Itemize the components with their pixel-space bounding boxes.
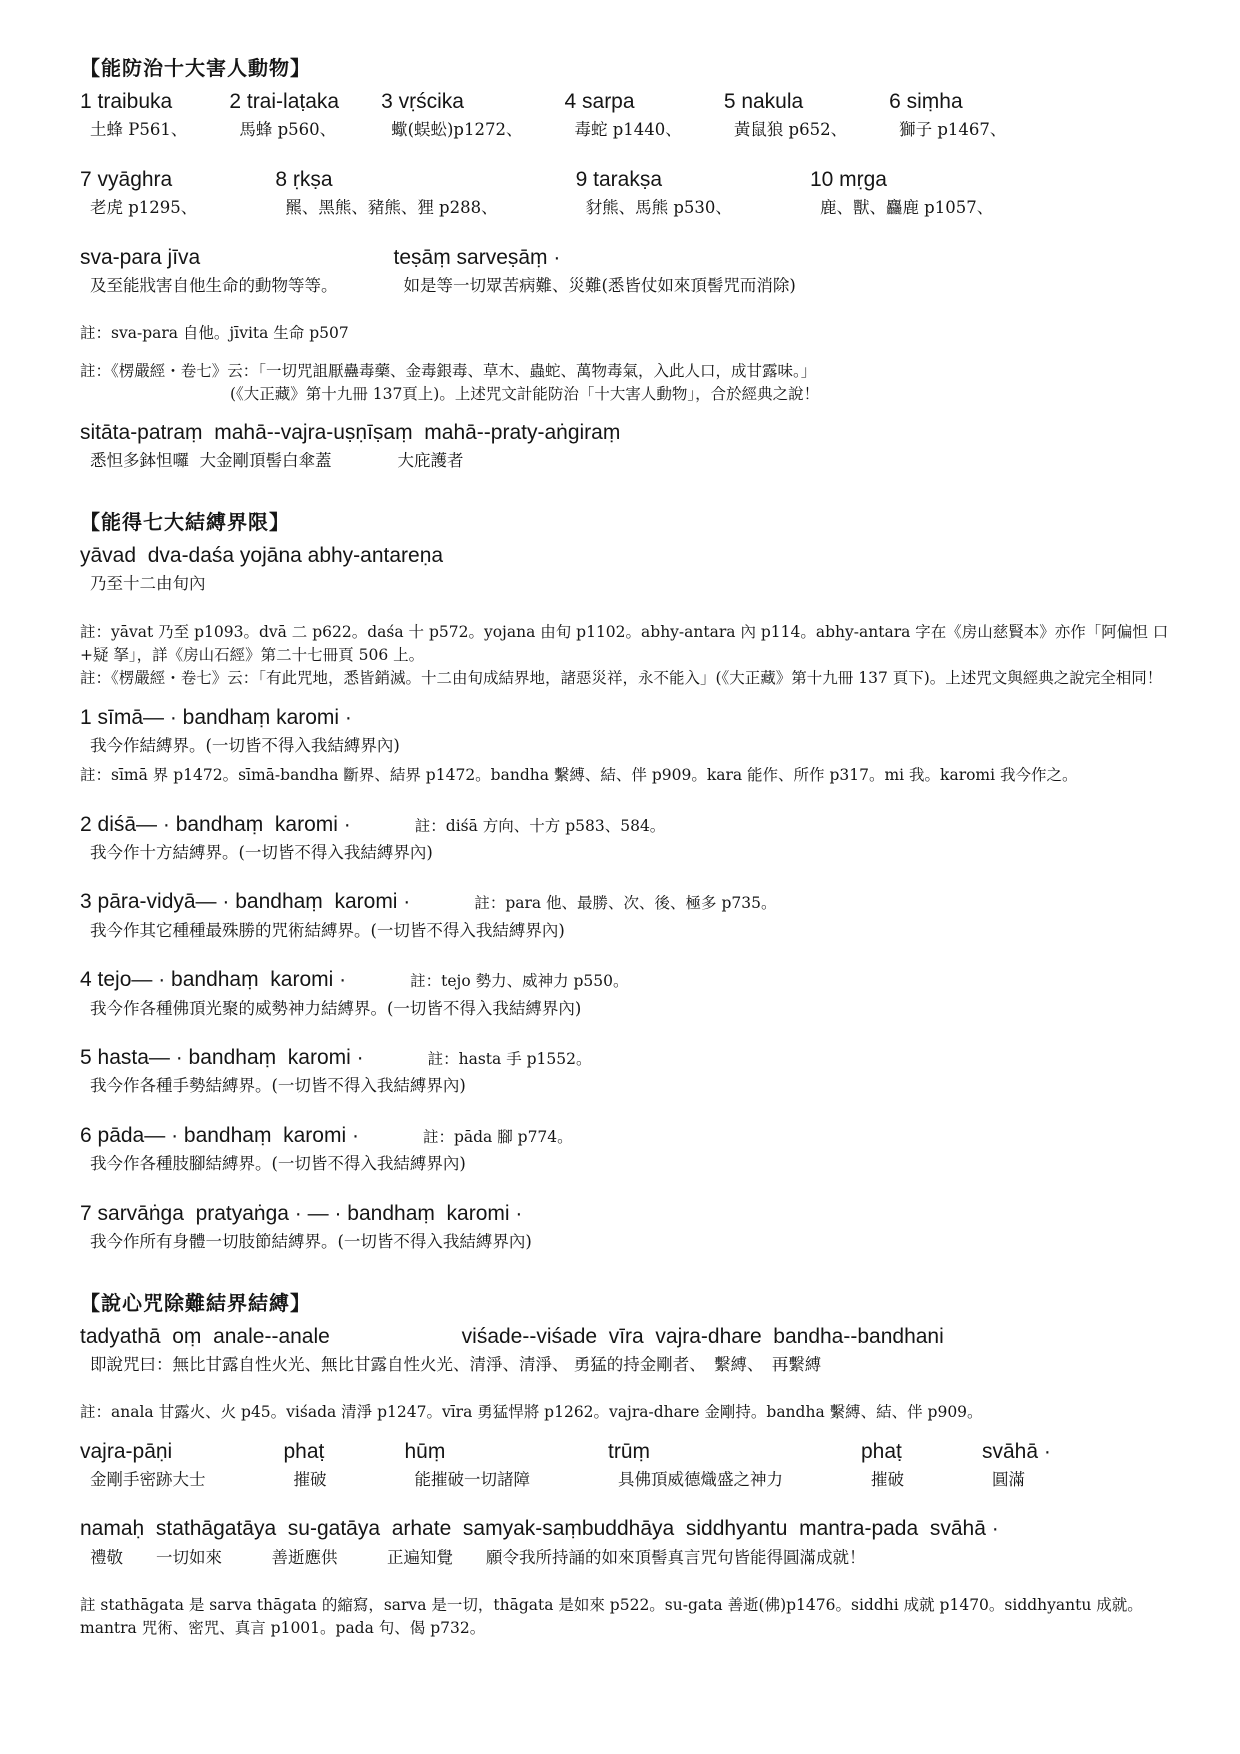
mantra-line: 7 sarvāṅga pratyaṅga · — · bandhaṃ karomi · — [80, 1201, 523, 1225]
block-note — [80, 1594, 1182, 1641]
mantra-word: hūṃ — [404, 1439, 446, 1463]
chinese-gloss: 豺熊、馬熊 p530、 — [585, 198, 732, 218]
block-note — [80, 322, 1182, 345]
mantra-line: 1 sīmā— · bandhaṃ karomi · — [80, 705, 352, 729]
section-heading: 【說心咒除難結界結縛】 — [80, 1290, 311, 1315]
block-columns — [80, 167, 1182, 221]
term-column — [284, 1439, 327, 1493]
term-column — [80, 245, 338, 299]
chinese-gloss: 金剛手密跡大士 — [90, 1469, 206, 1489]
term-column — [982, 1439, 1051, 1493]
note-text: 註：yāvat 乃至 p1093。dvā 二 p622。daśa 十 p572。yojana 由旬 p1102。abhy-antara 內 p114。abhy-antara 字在《房山慈賢本》亦作「阿偏怛 口+疑 拏」，詳《房山石經》第二十七冊頁 506 上。 — [80, 622, 1169, 665]
chinese-gloss: 如是等一切眾苦病難、災難(悉皆仗如來頂髻咒而消除) — [403, 275, 796, 295]
chinese-gloss: 老虎 p1295、 — [90, 198, 198, 218]
block-latin-gloss — [80, 1516, 1182, 1570]
mantra-word: teṣāṃ sarveṣāṃ · — [393, 245, 561, 269]
chinese-gloss: 圓滿 — [992, 1469, 1025, 1489]
chinese-gloss: 我今作各種肢腳結縛界。(一切皆不得入我結縛界內) — [90, 1154, 466, 1174]
mantra-line: 5 hasta— · bandhaṃ karomi · — [80, 1046, 364, 1070]
mantra-word: svāhā · — [982, 1439, 1051, 1463]
mantra-word: 7 vyāghra — [80, 167, 173, 191]
chinese-gloss: 悉怛多鉢怛囉 大金剛頂髻白傘蓋 大庇護者 — [90, 451, 464, 471]
term-column — [80, 89, 187, 143]
mantra-word: 3 vṛścika — [381, 90, 464, 113]
block-columns — [80, 1439, 1182, 1493]
term-column — [275, 167, 497, 221]
mantra-word: 2 trai-laṭaka — [229, 90, 340, 113]
block-note — [80, 621, 1182, 691]
chinese-gloss: 我今作結縛界。(一切皆不得入我結縛界內) — [90, 735, 400, 755]
term-column — [405, 1439, 531, 1493]
section-heading: 【能防治十大害人動物】 — [80, 56, 311, 80]
note-text: 註：《楞嚴經・卷七》云：「一切咒詛厭蠱毒藥、金毒銀毒、草木、蟲蛇、萬物毒氣，入此人口，成甘露味。」 — [80, 361, 817, 380]
block-heading — [80, 506, 1182, 535]
chinese-gloss: 鹿、獸、麤鹿 p1057、 — [819, 198, 994, 218]
block-item — [80, 705, 1182, 788]
note-text: 註 stathāgata 是 sarva thāgata 的縮寫，sarva 是一切，thāgata 是如來 p522。su-gata 善逝(佛)p1476。siddhi 成就 p1470。siddhyantu 成就。mantra 咒術、密咒、真言 p1001。pada 句、偈 p732。 — [80, 1596, 1143, 1638]
item-heading-line — [80, 1201, 1182, 1227]
mantra-word: vajra-pāṇi — [80, 1439, 173, 1463]
note-text: 註：anala 甘露火、火 p45。viśada 清淨 p1247。vīra 勇猛悍將 p1262。vajra-dhare 金剛持。bandha 繫縛、結、伴 p909。 — [80, 1403, 983, 1422]
block-columns — [80, 89, 1182, 143]
chinese-gloss: 能摧破一切諸障 — [414, 1469, 530, 1489]
block-columns — [80, 245, 1182, 299]
chinese-gloss: 我今作十方結縛界。(一切皆不得入我結縛界內) — [90, 842, 433, 862]
chinese-gloss: 及至能戕害自他生命的動物等等。 — [90, 275, 338, 295]
note-text: 註：sva-para 自他。jīvita 生命 p507 — [80, 324, 349, 343]
mantra-word: trūṃ — [608, 1439, 650, 1463]
chinese-gloss: 土蜂 P561、 — [90, 120, 188, 140]
note-text: 註：hasta 手 p1552。 — [427, 1050, 592, 1069]
block-latin-gloss — [80, 420, 1182, 474]
block-item — [80, 889, 1182, 943]
chinese-gloss: 蠍(蜈蚣)p1272、 — [391, 120, 523, 140]
item-heading-line — [80, 889, 1182, 915]
mantra-word: sva-para jīva — [80, 245, 201, 269]
item-heading-line — [80, 1045, 1182, 1071]
item-heading-line — [80, 1123, 1182, 1149]
note-text: 註：《楞嚴經・卷七》云：「有此咒地，悉皆銷滅。十二由旬成結界地，諸惡災祥，永不能入」(《大正藏》第十九冊 137 頁下)。上述咒文與經典之說完全相同！ — [80, 669, 1163, 688]
note-text: 註：pāda 腳 p774。 — [422, 1127, 573, 1146]
chinese-gloss: 我今作其它種種最殊勝的咒術結縛界。(一切皆不得入我結縛界內) — [90, 920, 565, 940]
chinese-gloss: 我今作各種佛頂光聚的威勢神力結縛界。(一切皆不得入我結縛界內) — [90, 998, 582, 1018]
block-item — [80, 1123, 1182, 1177]
block-note — [80, 360, 1182, 407]
note-text: 註：tejo 勢力、威神力 p550。 — [410, 972, 629, 991]
chinese-gloss: 我今作各種手勢結縛界。(一切皆不得入我結縛界內) — [90, 1076, 466, 1096]
chinese-gloss: 馬蜂 p560、 — [239, 120, 337, 140]
item-heading-line — [80, 705, 1182, 731]
block-latin-gloss — [80, 1324, 1182, 1378]
block-note — [80, 1401, 1182, 1424]
block-item — [80, 812, 1182, 866]
mantra-line: 6 pāda— · bandhaṃ karomi · — [80, 1123, 359, 1147]
chinese-gloss: 乃至十二由旬內 — [90, 574, 206, 594]
note-text: (《大正藏》第十九冊 137頁上)。上述咒文計能防治「十大害人動物」，合於經典之說！ — [230, 384, 820, 403]
term-column — [608, 1439, 783, 1493]
term-column — [810, 167, 993, 221]
mantra-word: 5 nakula — [723, 90, 804, 113]
chinese-gloss: 羆、黑熊、豬熊、狸 p288、 — [285, 198, 498, 218]
block-latin-gloss — [80, 543, 1182, 597]
mantra-line: 2 diśā— · bandhaṃ karomi · — [80, 812, 351, 836]
term-column — [229, 89, 339, 143]
term-column — [576, 167, 732, 221]
mantra-word: 6 siṃha — [889, 90, 963, 113]
mantra-word: 1 traibuka — [80, 90, 173, 113]
block-item — [80, 1045, 1182, 1099]
chinese-gloss: 即說咒曰：無比甘露自性火光、無比甘露自性火光、清淨、清淨、 勇猛的持金剛者、 繫縛、 再繫縛 — [90, 1354, 822, 1374]
term-column — [889, 89, 1006, 143]
chinese-gloss: 摧破 — [293, 1469, 327, 1489]
term-column — [724, 89, 847, 143]
mantra-line: 3 pāra-vidyā— · bandhaṃ karomi · — [80, 890, 411, 914]
chinese-gloss: 黃鼠狼 p652、 — [733, 120, 848, 140]
term-column — [381, 89, 522, 143]
note-text: 註：sīmā 界 p1472。sīmā-bandha 斷界、結界 p1472。bandha 繫縛、結、伴 p909。kara 能作、所作 p317。mi 我。karomi 我今作之。 — [80, 766, 1078, 785]
mantra-line: 4 tejo— · bandhaṃ karomi · — [80, 968, 347, 992]
mantra-word: 4 sarpa — [564, 90, 635, 113]
term-column — [80, 167, 197, 221]
note-text: 註：diśā 方向、十方 p583、584。 — [414, 816, 666, 835]
mantra-word: phaṭ — [283, 1439, 325, 1463]
note-text: 註：para 他、最勝、次、後、極多 p735。 — [474, 894, 777, 913]
block-heading — [80, 1287, 1182, 1316]
block-item — [80, 967, 1182, 1021]
term-column — [565, 89, 682, 143]
chinese-gloss: 獅子 p1467、 — [899, 120, 1007, 140]
section-heading: 【能得七大結縛界限】 — [80, 510, 290, 534]
mantra-line: namaḥ stathāgatāya su-gatāya arhate samyak-saṃbuddhāya siddhyantu mantra-pada svāhā · — [80, 1517, 999, 1541]
term-column — [394, 245, 796, 299]
mantra-line: sitāta-patraṃ mahā--vajra-uṣṇīṣaṃ mahā--praty-aṅgiraṃ — [80, 421, 621, 445]
term-column — [80, 1439, 206, 1493]
mantra-line: tadyathā oṃ anale--anale viśade--viśade vīra vajra-dhare bandha--bandhani — [80, 1324, 944, 1348]
mantra-word: 10 mṛga — [809, 167, 887, 191]
mantra-word: 8 ṛkṣa — [275, 167, 333, 191]
item-heading-line — [80, 812, 1182, 838]
chinese-gloss: 毒蛇 p1440、 — [574, 120, 682, 140]
term-column — [861, 1439, 904, 1493]
chinese-gloss: 具佛頂威德熾盛之神力 — [618, 1469, 783, 1489]
block-item — [80, 1201, 1182, 1255]
item-heading-line — [80, 967, 1182, 993]
chinese-gloss: 禮敬 一切如來 善逝應供 正遍知覺 願令我所持誦的如來頂髻真言咒句皆能得圓滿成就！ — [90, 1547, 866, 1567]
mantra-word: phaṭ — [861, 1439, 902, 1463]
chinese-gloss: 我今作所有身體一切肢節結縛界。(一切皆不得入我結縛界內) — [90, 1231, 532, 1251]
mantra-line: yāvad dva-daśa yojāna abhy-antareṇa — [80, 544, 444, 567]
mantra-word: 9 tarakṣa — [575, 167, 663, 191]
block-heading — [80, 52, 1182, 81]
chinese-gloss: 摧破 — [871, 1469, 904, 1489]
